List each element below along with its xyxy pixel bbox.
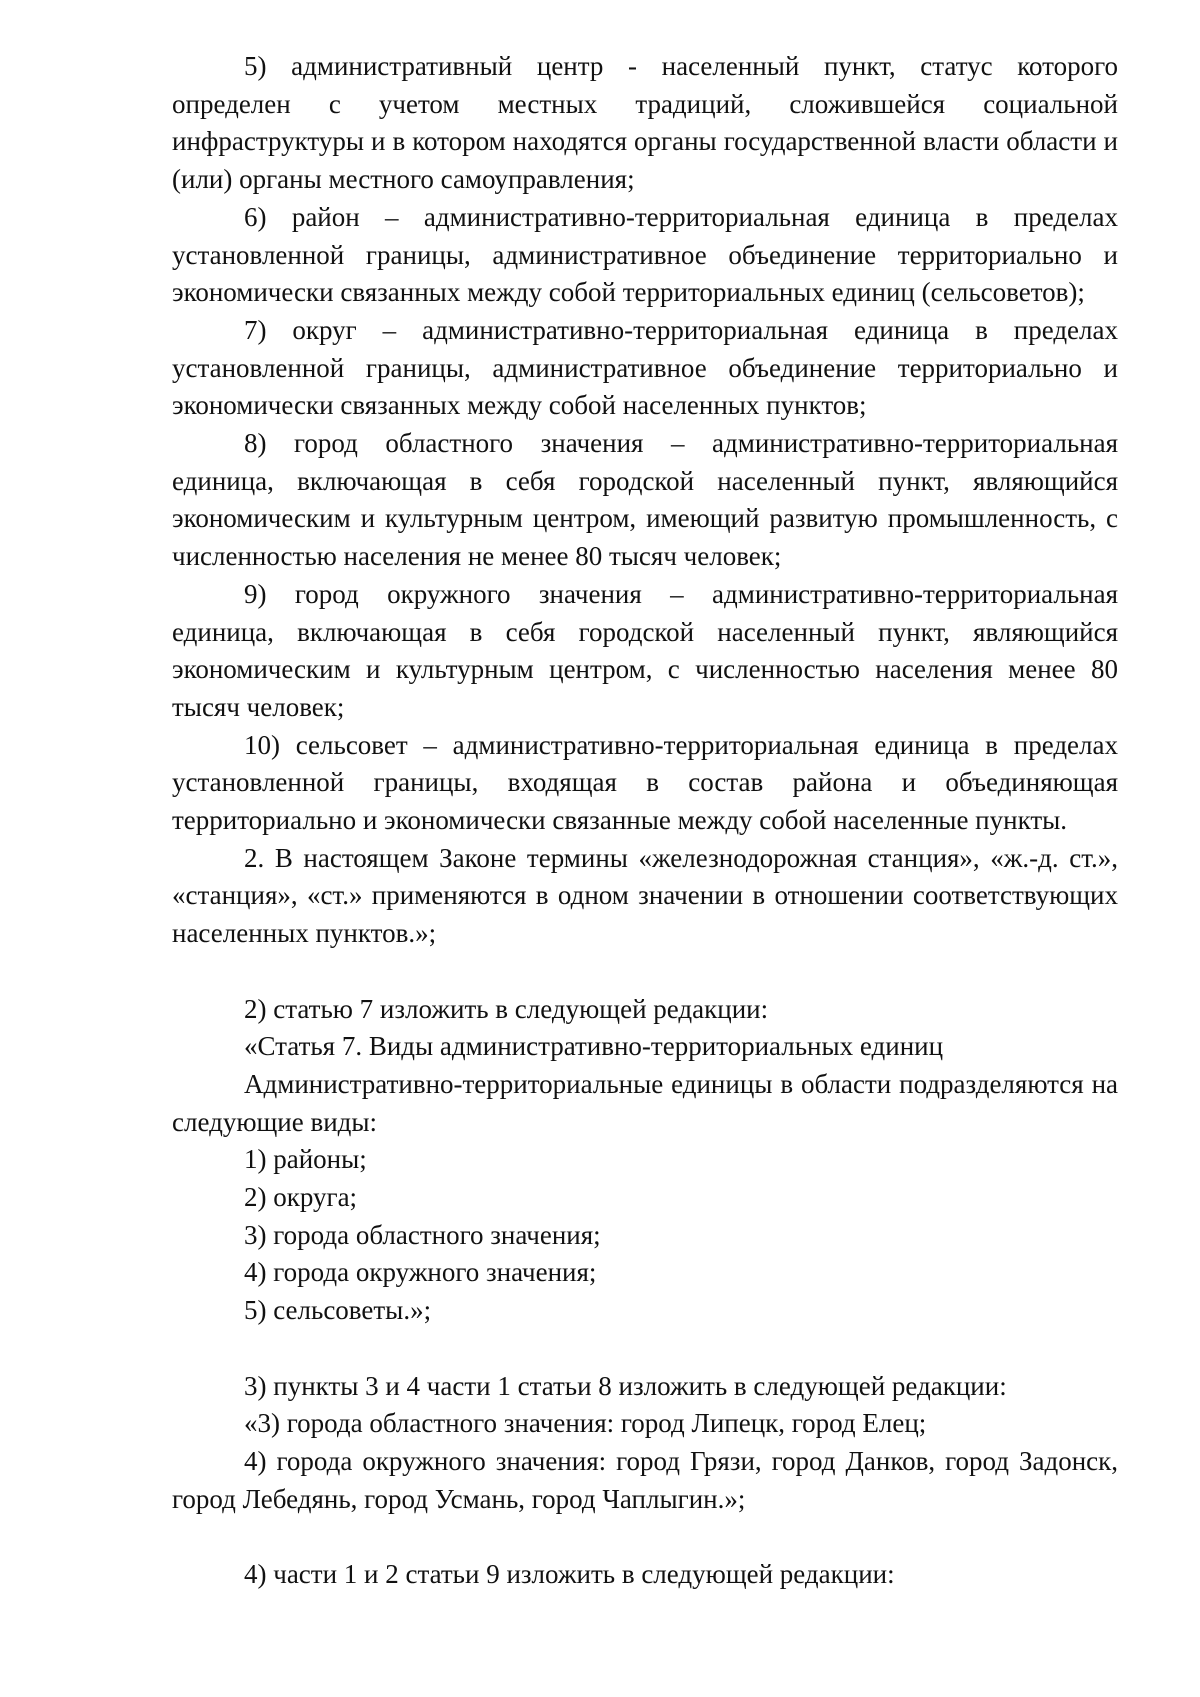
list-item-regional-cities: 3) города областного значения; (244, 1219, 601, 1250)
paragraph-item-6: 6) район – административно-территориальная единица в пределах установленной границы, административное объединение территориально и экономически связанных между собой территориальных единиц (сельсоветов); (172, 201, 1118, 308)
amendment-2-intro: 2) статью 7 изложить в следующей редакции: (244, 993, 769, 1024)
paragraph-item-9: 9) город окружного значения – административно-территориальная единица, включающая в себя городской населенный пункт, являющийся экономическим и культурным центром, с численностью населения менее 80 тысяч человек; (172, 578, 1118, 722)
paragraph-item-7: 7) округ – административно-территориальная единица в пределах установленной границы, административное объединение территориально и экономически связанных между собой населенных пунктов; (172, 314, 1118, 421)
article-8-point-3: «3) города областного значения: город Липецк, город Елец; (244, 1408, 927, 1439)
amendment-3-intro: 3) пункты 3 и 4 части 1 статьи 8 изложить в следующей редакции: (244, 1370, 1007, 1401)
paragraph-item-10: 10) сельсовет – административно-территориальная единица в пределах установленной границы, входящая в состав района и объединяющая территориально и экономически связанные между собой населенные пункты. (172, 729, 1118, 836)
paragraph-spacer (172, 1330, 1118, 1368)
amendment-4-intro: 4) части 1 и 2 статьи 9 изложить в следующей редакции: (244, 1559, 895, 1590)
article-7-heading: «Статья 7. Виды административно-территориальных единиц (244, 1031, 944, 1062)
document-body (172, 48, 1118, 1594)
paragraph-spacer (172, 953, 1118, 991)
article-7-body: Административно-территориальные единицы в области подразделяются на следующие виды: (172, 1068, 1118, 1137)
article-8-point-4: 4) города окружного значения: город Грязи, город Данков, город Задонск, город Лебедянь, город Усмань, город Чаплыгин.»; (172, 1445, 1118, 1514)
list-item-okrugs: 2) округа; (244, 1182, 358, 1213)
list-item-selsovets: 5) сельсоветы.»; (244, 1295, 432, 1326)
paragraph-item-8: 8) город областного значения – административно-территориальная единица, включающая в себя городской населенный пункт, являющийся экономическим и культурным центром, имеющий развитую промышленность, с численностью населения не менее 80 тысяч человек; (172, 428, 1118, 572)
paragraph-spacer (172, 1518, 1118, 1556)
paragraph-part-2: 2. В настоящем Законе термины «железнодорожная станция», «ж.-д. ст.», «станция», «ст.» применяются в одном значении в отношении соответствующих населенных пунктов.»; (172, 842, 1118, 949)
paragraph-item-5: 5) административный центр - населенный пункт, статус которого определен с учетом местных традиций, сложившейся социальной инфраструктуры и в котором находятся органы государственной власти области и (или) органы местного самоуправления; (172, 51, 1118, 195)
list-item-districts: 1) районы; (244, 1144, 367, 1175)
list-item-okrug-cities: 4) города окружного значения; (244, 1257, 597, 1288)
